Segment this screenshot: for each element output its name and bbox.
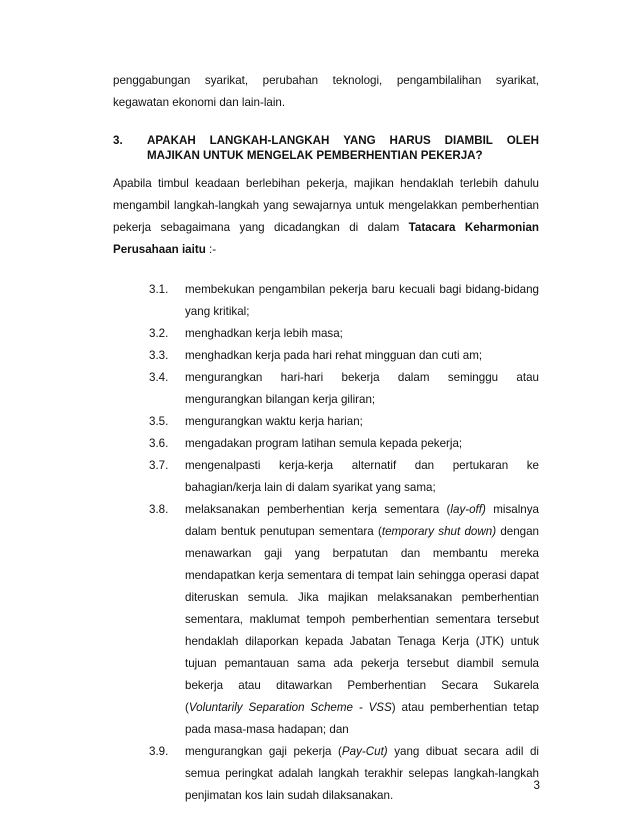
heading-word: YANG bbox=[343, 134, 376, 147]
item-text-part: dengan menawarkan gaji yang berpatutan dan membantu mereka mendapatkan kerja sementara di tempat lain sehingga operasi dapat diteruskan semula. Jika majikan melaksanakan pemberhentian sementara, maklumat tempoh pemberhentian sementara tersebut hendaklah dilaporkan kepada Jabatan Tenaga Kerja (JTK) untuk tujuan pemantauan sama ada pekerja tersebut diambil semula bekerja atau ditawarkan Pemberhentian Secara Sukarela ( bbox=[185, 525, 540, 714]
item-text-part: melaksanakan pemberhentian kerja sementara ( bbox=[185, 503, 451, 516]
section-paragraph bbox=[113, 173, 539, 261]
list-item-text: menghadkan kerja pada hari rehat mingguan dan cuti am; bbox=[185, 349, 483, 362]
item-text-part: mengurangkan gaji pekerja ( bbox=[185, 745, 342, 758]
list-item bbox=[149, 367, 539, 411]
item-text-italic: temporary shut down) bbox=[381, 525, 497, 538]
list-item-text: menghadkan kerja lebih masa; bbox=[185, 327, 343, 340]
list-item-text: membekukan pengambilan pekerja baru kecuali bagi bidang-bidang yang kritikal; bbox=[185, 283, 539, 318]
item-text-italic: Voluntarily Separation Scheme - VSS bbox=[188, 701, 392, 714]
list-item bbox=[149, 741, 539, 807]
heading-word: LANGKAH-LANGKAH bbox=[209, 134, 330, 147]
heading-word: DIAMBIL bbox=[444, 134, 493, 147]
section-heading-text bbox=[147, 133, 539, 163]
measures-list bbox=[113, 279, 539, 807]
page-number: 3 bbox=[533, 779, 540, 792]
section-heading-line-2: MAJIKAN UNTUK MENGELAK PEMBERHENTIAN PEKERJA? bbox=[147, 149, 483, 162]
list-item-number: 3.7. bbox=[149, 459, 169, 472]
list-item-number: 3.6. bbox=[149, 437, 169, 450]
list-item-number: 3.5. bbox=[149, 415, 169, 428]
item-text-part: misalnya dalam bentuk penutupan sementara ( bbox=[185, 503, 539, 538]
paragraph-lead: Apabila timbul keadaan berlebihan pekerja, majikan hendaklah terlebih dahulu mengambil langkah-langkah yang sewajarnya untuk mengelakkan pemberhentian pekerja sebagaimana yang dicadangkan di dalam bbox=[113, 177, 539, 234]
list-item bbox=[149, 345, 539, 367]
list-item-text: mengenalpasti kerja-kerja alternatif dan pertukaran ke bahagian/kerja lain di dalam syarikat yang sama; bbox=[185, 459, 539, 494]
list-item-number: 3.4. bbox=[149, 371, 169, 384]
list-item-number: 3.9. bbox=[149, 745, 169, 758]
list-item bbox=[149, 323, 539, 345]
heading-word: APAKAH bbox=[147, 134, 196, 147]
heading-word: HARUS bbox=[389, 134, 431, 147]
intro-paragraph: penggabungan syarikat, perubahan teknologi, pengambilalihan syarikat, kegawatan ekonomi dan lain-lain. bbox=[113, 74, 539, 109]
section-number: 3. bbox=[113, 134, 123, 147]
item-text-part: yang dibuat secara adil di semua peringkat adalah langkah terakhir selepas langkah-langkah penjimatan kos lain sudah dilaksanakan. bbox=[185, 745, 539, 802]
list-item-number: 3.3. bbox=[149, 349, 169, 362]
list-item-number: 3.8. bbox=[149, 503, 169, 516]
page-content bbox=[113, 70, 539, 807]
list-item bbox=[149, 433, 539, 455]
list-item bbox=[149, 279, 539, 323]
item-text-italic: lay-off) bbox=[450, 503, 486, 516]
list-item-number: 3.2. bbox=[149, 327, 169, 340]
list-item bbox=[149, 411, 539, 433]
item-text-part: ) atau pemberhentian tetap pada masa-masa hadapan; dan bbox=[185, 701, 539, 736]
list-item bbox=[149, 499, 539, 741]
paragraph-bold-term: Tatacara Keharmonian Perusahaan iaitu bbox=[113, 221, 539, 256]
list-item-text: mengurangkan hari-hari bekerja dalam seminggu atau mengurangkan bilangan kerja giliran; bbox=[185, 371, 539, 406]
list-item-number: 3.1. bbox=[149, 283, 169, 296]
section-heading bbox=[113, 133, 539, 163]
item-text-italic: Pay-Cut) bbox=[341, 745, 388, 758]
list-item bbox=[149, 455, 539, 499]
list-item-text: mengurangkan waktu kerja harian; bbox=[185, 415, 363, 428]
list-item-text bbox=[185, 499, 539, 741]
list-item-text bbox=[185, 741, 539, 807]
list-item-text: mengadakan program latihan semula kepada pekerja; bbox=[185, 437, 463, 450]
paragraph-tail: :- bbox=[205, 243, 217, 256]
section-heading-line-1 bbox=[147, 133, 539, 148]
heading-word: OLEH bbox=[506, 134, 539, 147]
